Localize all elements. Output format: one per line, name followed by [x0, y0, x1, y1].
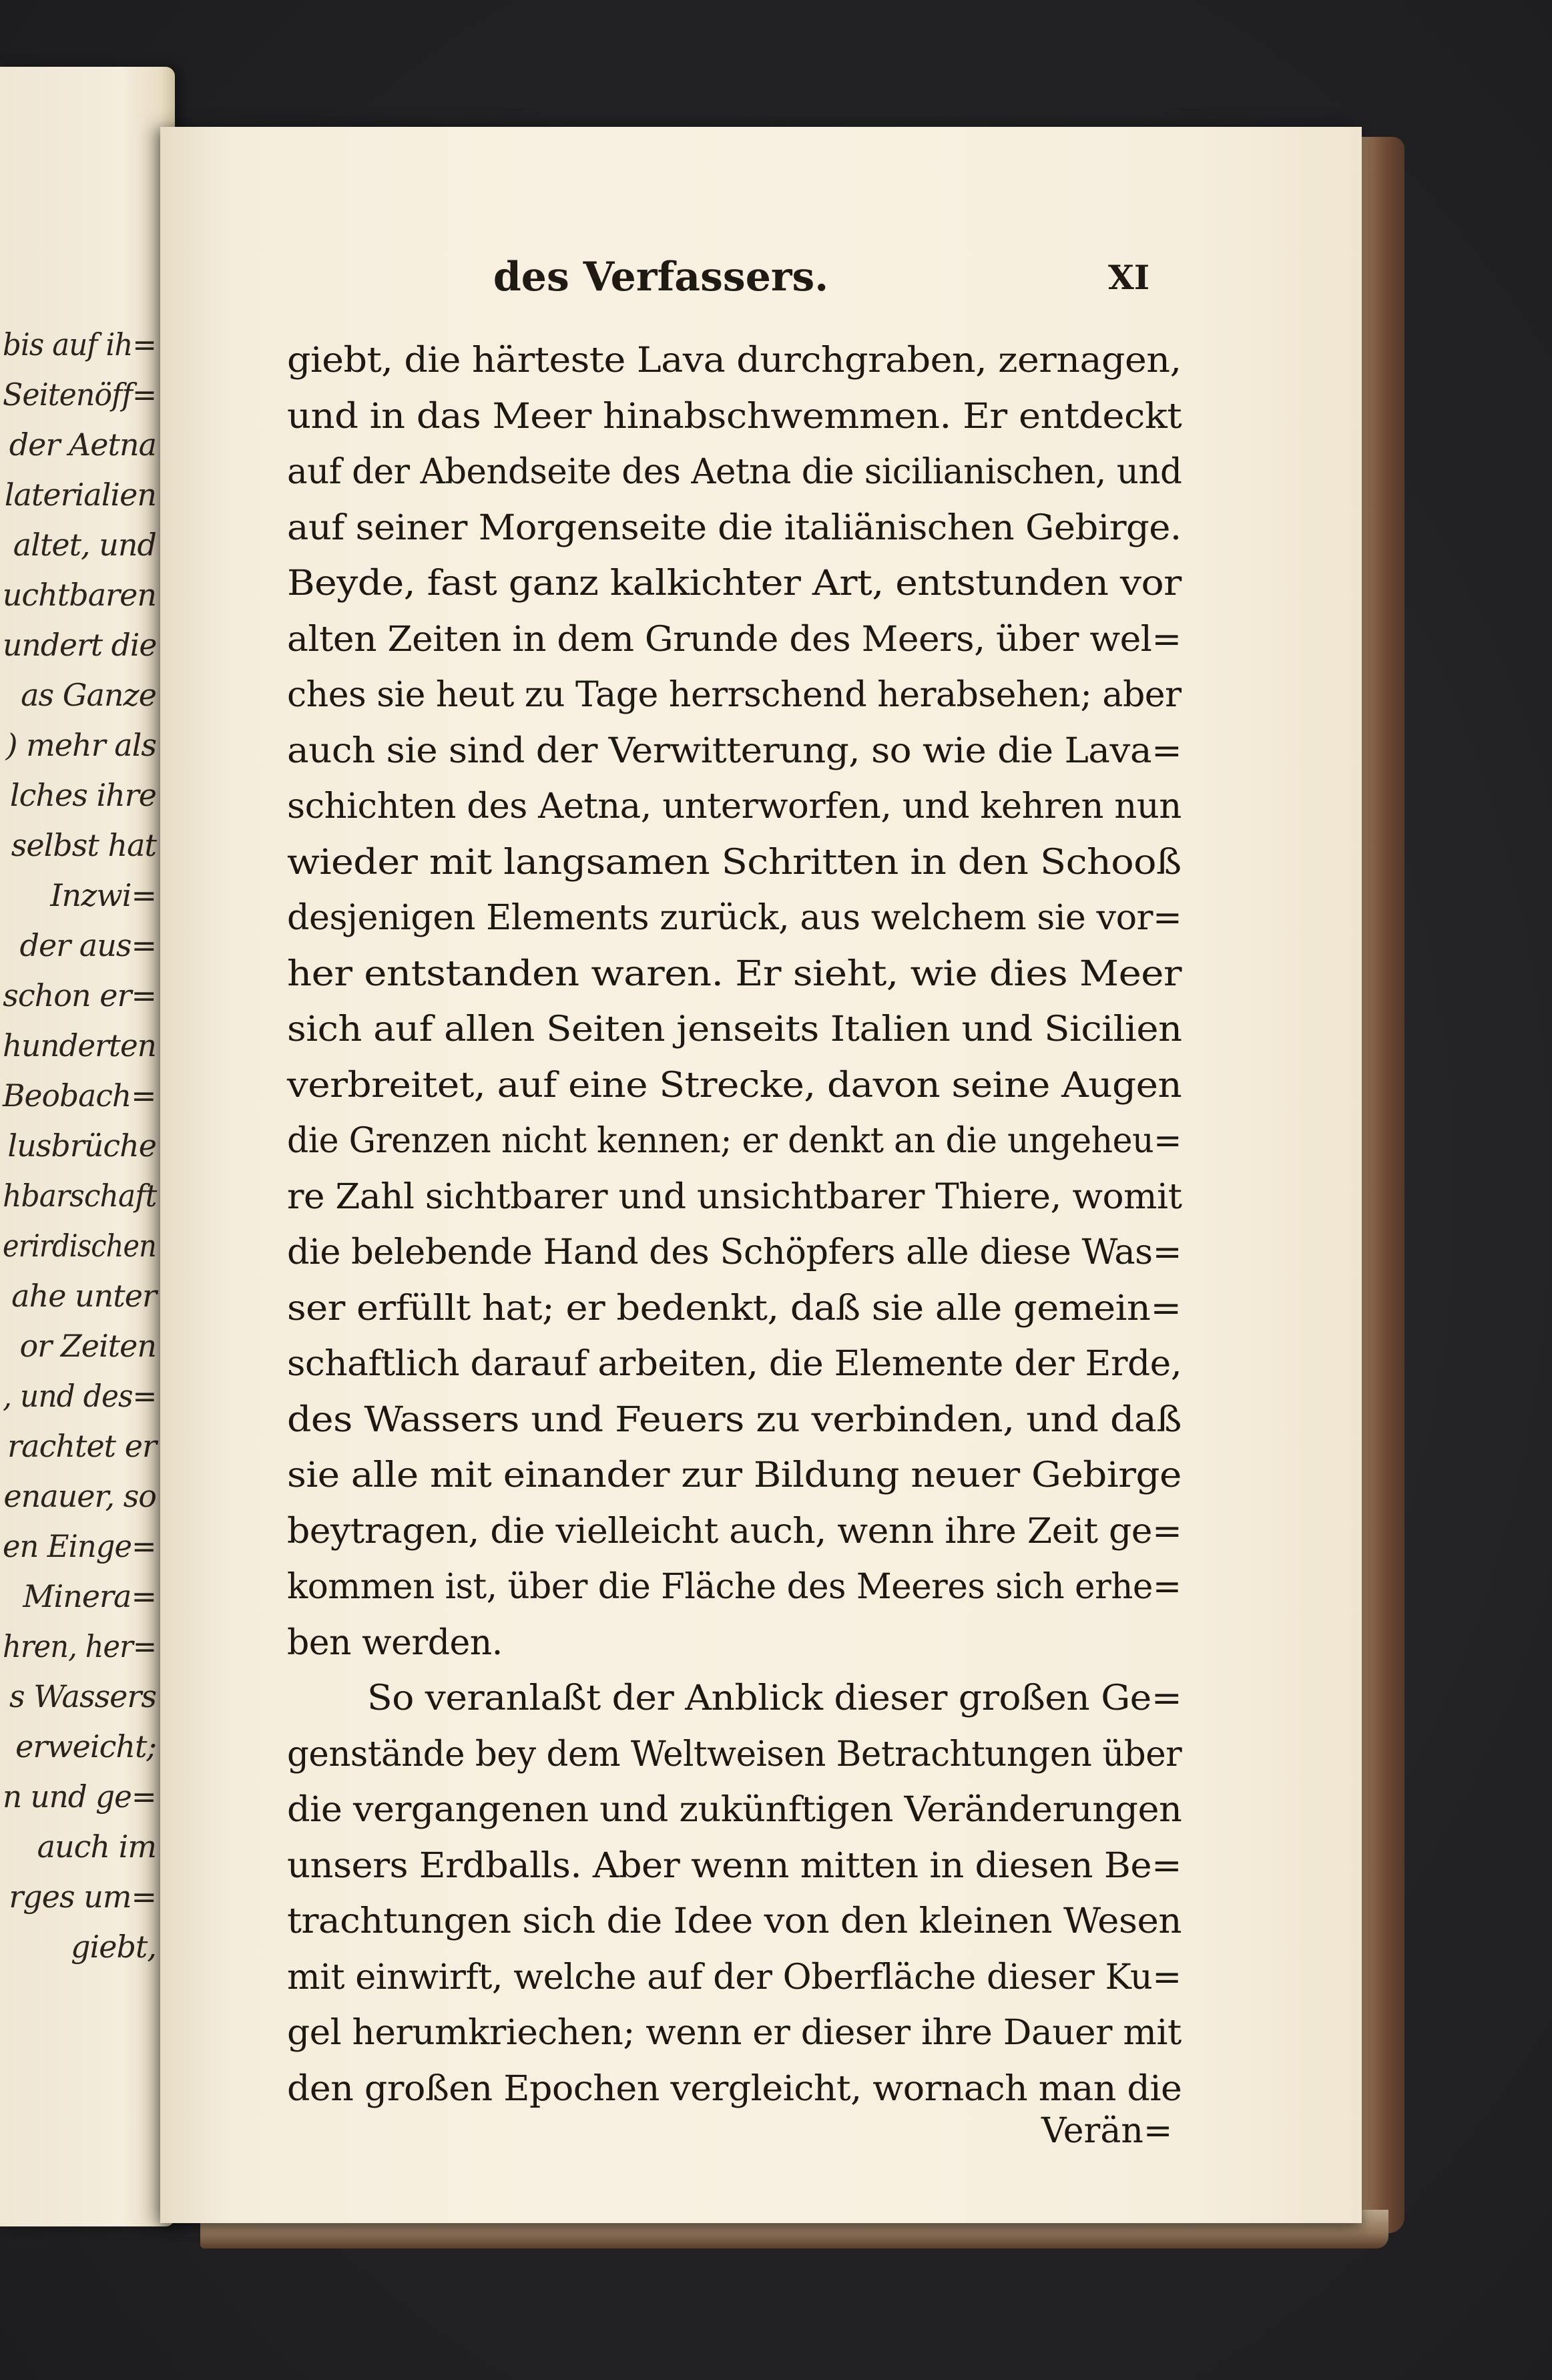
- running-head-title: des Verfassers.: [493, 254, 829, 300]
- text-line: re Zahl sichtbarer und unsichtbarer Thiere, womit: [287, 1176, 1182, 1217]
- text-line: beytragen, die vielleicht auch, wenn ihre Zeit ge=: [287, 1511, 1182, 1552]
- left-page-line: erweicht;: [15, 1728, 156, 1764]
- page-edges-right: [1356, 137, 1404, 2233]
- text-line: schaftlich darauf arbeiten, die Elemente der Erde,: [287, 1344, 1182, 1384]
- left-page-line: lusbrüche: [7, 1128, 156, 1164]
- left-page-line: or Zeiten: [19, 1328, 156, 1364]
- text-line: So veranlaßt der Anblick dieser großen Ge=: [367, 1678, 1182, 1718]
- left-page-line: rachtet er: [7, 1428, 156, 1464]
- left-page-line: en Einge=: [3, 1528, 156, 1564]
- text-line: trachtungen sich die Idee von den kleinen Wesen: [287, 1901, 1182, 1941]
- text-line: her entstanden waren. Er sieht, wie dies Meer: [287, 953, 1182, 994]
- left-page-line: bis auf ih=: [3, 326, 156, 363]
- left-page-line: Inzwi=: [50, 877, 156, 913]
- left-page-line: der aus=: [19, 927, 156, 963]
- text-line: ches sie heut zu Tage herrschend herabsehen; aber: [287, 675, 1182, 715]
- left-page-line: ) mehr als: [5, 727, 156, 763]
- left-page-line: enauer, so: [3, 1478, 156, 1514]
- page-number: XI: [1108, 258, 1150, 297]
- left-page-line: n und ge=: [3, 1778, 156, 1815]
- text-line: wieder mit langsamen Schritten in den Schooß: [287, 842, 1182, 883]
- catchword: Verän=: [1041, 2111, 1173, 2151]
- left-page-line: hunderten: [3, 1027, 156, 1063]
- left-page-line: ahe unter: [11, 1278, 156, 1314]
- text-line: alten Zeiten in dem Grunde des Meers, über wel=: [287, 619, 1182, 660]
- left-page-line: lches ihre: [9, 777, 156, 813]
- text-line: auf seiner Morgenseite die italiänischen Gebirge.: [287, 507, 1182, 548]
- left-page-line: auch im: [37, 1829, 156, 1865]
- left-page-line: rges um=: [9, 1879, 156, 1915]
- left-page-line: s Wassers: [9, 1678, 156, 1714]
- text-line: den großen Epochen vergleicht, wornach man die: [287, 2068, 1182, 2109]
- right-page: [160, 127, 1362, 2223]
- text-line: kommen ist, über die Fläche des Meeres sich erhe=: [287, 1567, 1182, 1607]
- text-line: genstände bey dem Weltweisen Betrachtungen über: [287, 1734, 1182, 1774]
- text-line: giebt, die härteste Lava durchgraben, zernagen,: [287, 340, 1182, 381]
- left-page-line: altet, und: [13, 527, 156, 563]
- text-line: verbreitet, auf eine Strecke, davon seine Augen: [287, 1065, 1182, 1106]
- left-page-line: hbarschaft: [2, 1178, 156, 1214]
- text-line: des Wassers und Feuers zu verbinden, und daß: [287, 1399, 1182, 1440]
- text-line: mit einwirft, welche auf der Oberfläche dieser Ku=: [287, 1957, 1182, 1997]
- text-line: sie alle mit einander zur Bildung neuer Gebirge: [287, 1455, 1182, 1495]
- text-line: die vergangenen und zukünftigen Veränderungen: [287, 1790, 1182, 1830]
- text-line: ben werden.: [287, 1622, 503, 1663]
- left-page-line: laterialien: [4, 477, 156, 513]
- text-line: schichten des Aetna, unterworfen, und kehren nun: [287, 786, 1182, 826]
- running-head: [160, 254, 1362, 314]
- left-page-line: hren, her=: [2, 1628, 156, 1664]
- left-page-line: undert die: [2, 627, 156, 663]
- left-page-line: Beobach=: [3, 1078, 156, 1114]
- left-page-line: erirdischen: [3, 1228, 156, 1264]
- left-page-line: as Ganze: [21, 677, 156, 713]
- text-line: auf der Abendseite des Aetna die sicilianischen, und: [287, 452, 1182, 492]
- text-line: die belebende Hand des Schöpfers alle diese Was=: [287, 1232, 1182, 1272]
- text-line: die Grenzen nicht kennen; er denkt an die ungeheu=: [287, 1121, 1182, 1161]
- text-line: auch sie sind der Verwitterung, so wie die Lava=: [287, 730, 1182, 771]
- left-page-line: der Aetna: [9, 427, 156, 463]
- left-page-line: schon er=: [3, 977, 156, 1013]
- text-line: Beyde, fast ganz kalkichter Art, entstunden vor: [287, 563, 1182, 604]
- text-line: desjenigen Elements zurück, aus welchem sie vor=: [287, 898, 1182, 938]
- text-line: ser erfüllt hat; er bedenkt, daß sie alle gemein=: [287, 1288, 1182, 1329]
- left-page: [0, 67, 175, 2226]
- left-page-line: uchtbaren: [2, 577, 156, 613]
- left-page-line: giebt,: [71, 1929, 156, 1965]
- text-line: und in das Meer hinabschwemmen. Er entdeckt: [287, 396, 1182, 437]
- left-page-line: , und des=: [2, 1378, 156, 1414]
- left-page-line: selbst hat: [11, 827, 156, 863]
- text-line: sich auf allen Seiten jenseits Italien und Sicilien: [287, 1009, 1182, 1049]
- text-line: unsers Erdballs. Aber wenn mitten in diesen Be=: [287, 1845, 1182, 1886]
- text-line: gel herumkriechen; wenn er dieser ihre Dauer mit: [287, 2013, 1182, 2053]
- left-page-line: Minera=: [23, 1578, 156, 1614]
- left-page-line: Seitenöff=: [2, 377, 156, 413]
